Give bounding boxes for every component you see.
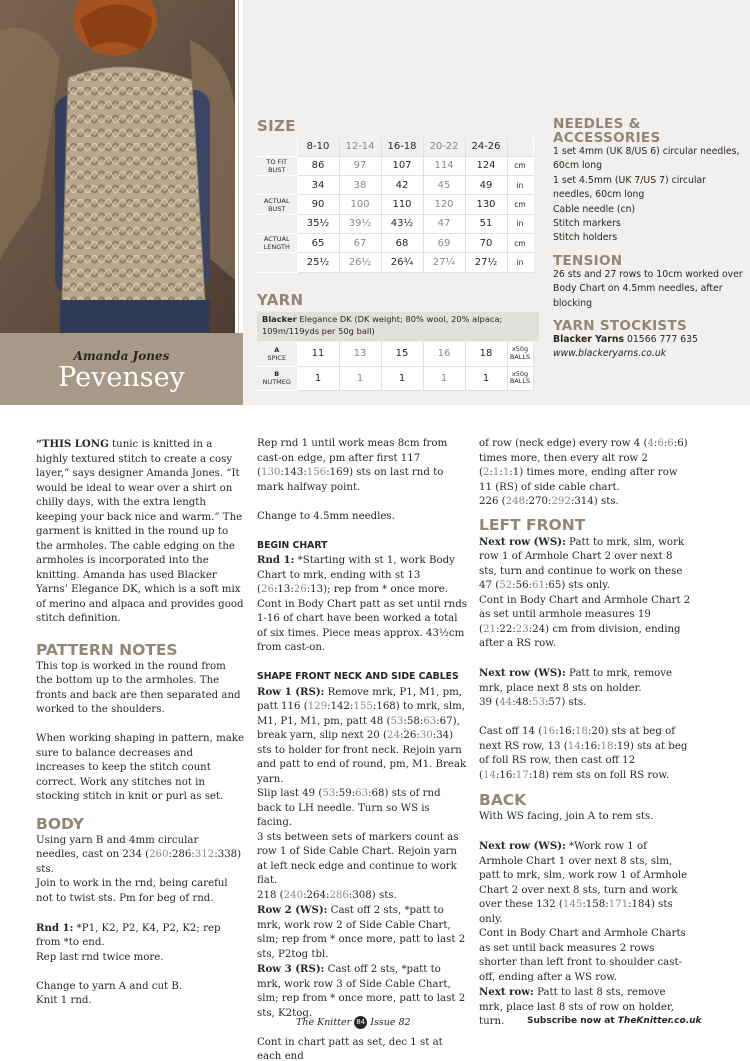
size-figure: 53 — [531, 697, 545, 708]
pattern-title: Pevensey — [58, 362, 185, 393]
size-cell: 65 — [297, 233, 339, 252]
row-label: Next row (WS): — [479, 840, 566, 852]
yarn-cell: 16 — [423, 342, 465, 366]
size-cell: 35½ — [297, 214, 339, 233]
size-cell: 86 — [297, 156, 339, 175]
size-cell: 67 — [339, 233, 381, 252]
size-figure: 17 — [515, 769, 529, 781]
size-figure: 61 — [531, 580, 545, 591]
body-p1b: Join to work in the rnd, being careful not to twist sts. Pm for beg of rnd. — [36, 878, 228, 904]
text: :68) sts of rnd back to LH needle. Turn so WS is facing. — [257, 788, 441, 828]
text: Patt to last 8 sts, remove mrk, place last 8 sts of row on holder, turn. — [479, 987, 674, 1027]
size-unit: in — [507, 253, 533, 272]
needles-item: Stitch markers — [553, 218, 621, 230]
left-front-heading: LEFT FRONT — [479, 515, 586, 534]
body-rnd1b: Rep last rnd twice more. — [36, 951, 164, 963]
size-figure: 248 — [505, 496, 526, 507]
designer-name: Amanda Jones — [73, 349, 170, 363]
needles-item: Stitch holders — [553, 232, 618, 244]
yarn-row — [257, 366, 533, 390]
text: :16: — [580, 740, 601, 752]
size-figure: 52 — [499, 580, 513, 591]
size-figure: 18 — [575, 726, 588, 737]
body-p1 — [36, 834, 244, 878]
size-figure: 129 — [307, 701, 328, 712]
text: Cast off 2 sts, *patt to mrk, work row 3 of Side Cable Chart, slm; rep from * once more, patt to last 2 sts, K2tog. — [257, 964, 466, 1019]
text: :286: — [168, 849, 195, 860]
back-row1 — [479, 839, 691, 927]
shape-s2 — [257, 787, 467, 831]
text: :13); rep from * once more. — [306, 584, 449, 595]
size-row-label: TO FIT BUST — [257, 156, 297, 175]
text: :65) sts only. — [544, 580, 610, 591]
size-cell: 114 — [423, 156, 465, 175]
lf-p5 — [479, 725, 691, 783]
intro-paragraph — [36, 437, 244, 627]
text: :13: — [273, 584, 294, 595]
body-rnd1 — [36, 921, 244, 951]
size-row-label — [257, 176, 297, 195]
row-label: Rnd 1: — [257, 554, 295, 566]
row-label: Rnd 1: — [36, 921, 74, 934]
row-label: Row 1 (RS): — [257, 685, 325, 698]
size-figure: 145 — [562, 899, 583, 910]
lf-p2 — [479, 594, 691, 652]
yarn-cell: 11 — [297, 342, 339, 366]
shape-s4 — [257, 889, 467, 904]
text: Remove mrk, P1, M1, pm, patt 116 ( — [257, 686, 462, 712]
text: :1) times more, ending after row 11 (RS) of side cable chart. — [479, 467, 678, 493]
size-figure: 53 — [322, 788, 336, 799]
yarn-unit: x50g BALLS — [507, 342, 533, 366]
shape-s3: 3 sts between sets of markers count as row 1 of Side Cable Chart. Rejoin yarn at left neck edge and continue to work flat. — [257, 831, 459, 886]
shape-heading: SHAPE FRONT NECK AND SIDE CABLES — [257, 671, 459, 682]
column-1 — [36, 437, 244, 1009]
size-cell: 110 — [381, 195, 423, 214]
size-cell: 90 — [297, 195, 339, 214]
size-cell: 70 — [465, 233, 507, 252]
size-figure: 156 — [306, 467, 327, 478]
size-figure: 240 — [283, 889, 304, 901]
text: :308) sts. — [348, 889, 397, 901]
issue-number: Issue 82 — [370, 1017, 411, 1028]
size-figure: 16 — [542, 726, 556, 737]
text: : — [499, 467, 503, 478]
tension-heading: TENSION — [553, 252, 623, 269]
size-figure: 26 — [260, 584, 274, 595]
size-unit: cm — [507, 233, 533, 252]
size-cell: 49 — [465, 176, 507, 195]
size-cell: 27¼ — [423, 253, 465, 272]
size-cell: 47 — [423, 214, 465, 233]
yarn-cell: 1 — [423, 366, 465, 390]
size-cell: 34 — [297, 176, 339, 195]
text: Patt to mrk, slm, work row 1 of Armhole Chart 2 over next 8 sts, turn and continue to work on these 47 ( — [479, 536, 685, 591]
column-3 — [479, 437, 691, 1030]
shape-row2 — [257, 903, 467, 962]
yarn-description — [257, 312, 539, 341]
text: :184) sts only. — [479, 899, 673, 925]
text: :19) sts at beg of foll RS row, then cast off 12 ( — [479, 740, 688, 781]
size-cell: 27½ — [465, 253, 507, 272]
size-row-label — [257, 214, 297, 233]
size-header-blank — [257, 137, 297, 156]
yarn-brand: Blacker — [262, 314, 297, 324]
size-figure: 18 — [600, 740, 614, 752]
size-cell: 38 — [339, 176, 381, 195]
size-col: 8-10 — [297, 137, 339, 156]
text: 39 ( — [479, 697, 500, 708]
text: :168) to mrk, slm, M1, P1, M1, pm, patt 48 ( — [257, 701, 466, 727]
intro-lead: “THIS LONG — [36, 438, 109, 450]
size-figure: 26 — [293, 584, 307, 595]
size-figure: 24 — [387, 730, 400, 741]
size-figure: 63 — [423, 715, 437, 727]
text: :18) rem sts on foll RS row. — [528, 769, 670, 781]
size-figure: 6 — [667, 438, 674, 449]
body-heading: BODY — [36, 814, 84, 833]
size-cell: 45 — [423, 176, 465, 195]
size-cell: 120 — [423, 195, 465, 214]
size-unit: cm — [507, 195, 533, 214]
model-photo-illustration — [0, 0, 235, 333]
body-p3: Change to yarn A and cut B. — [36, 980, 183, 992]
text: Using yarn B and 4mm circular needles, cast on 234 ( — [36, 834, 199, 860]
back-p3: Cont in Body Chart and Armhole Charts as set until back measures 2 rows shorter than left front to shoulder cast-off, ending after a WS row. — [479, 928, 686, 983]
text: :67), break yarn, slip next 20 ( — [257, 715, 460, 741]
yarn-row — [257, 342, 533, 366]
stockist-url[interactable]: www.blackeryarns.co.uk — [553, 348, 667, 360]
size-figure: 260 — [149, 849, 169, 860]
size-figure: 171 — [608, 899, 629, 910]
lf-p4 — [479, 696, 691, 711]
size-row-label — [257, 253, 297, 272]
page-number: 84 — [354, 1016, 367, 1029]
size-unit: in — [507, 214, 533, 233]
text: :264: — [303, 889, 330, 901]
size-row — [257, 233, 533, 252]
yarn-cell: 1 — [465, 366, 507, 390]
needles-item: Cable needle (cn) — [553, 203, 636, 215]
yarn-table — [257, 342, 534, 391]
yarn-shade: NUTMEG — [262, 378, 291, 386]
size-figure: 63 — [355, 788, 369, 799]
magazine-name: The Knitter — [296, 1017, 352, 1028]
size-col: 20-22 — [423, 137, 465, 156]
size-cell: 69 — [423, 233, 465, 252]
text: :56: — [512, 580, 532, 591]
size-cell: 130 — [465, 195, 507, 214]
yarn-cell: 18 — [465, 342, 507, 366]
text: of row (neck edge) every row 4 ( — [479, 438, 648, 449]
size-cell: 39½ — [339, 214, 381, 233]
yarn-cell: 1 — [297, 366, 339, 390]
size-row-label: ACTUAL LENGTH — [257, 233, 297, 252]
col3-p1 — [479, 437, 691, 495]
row-label: Next row (WS): — [479, 535, 566, 548]
text: 226 ( — [479, 496, 506, 507]
size-cell: 68 — [381, 233, 423, 252]
pattern-notes-p1: This top is worked in the round from the bottom up to the armholes. The fronts and back are then separated and worked to the shoulders. — [36, 660, 241, 715]
body-p3b: Knit 1 rnd. — [36, 995, 92, 1006]
text: :58: — [403, 715, 424, 727]
stockist-line — [553, 333, 743, 347]
size-figure: 6 — [657, 438, 664, 449]
text: *Starting with st 1, work Body Chart to mrk, ending with st 13 ( — [257, 555, 455, 595]
footer-issue — [296, 1016, 411, 1029]
size-cell: 26½ — [339, 253, 381, 272]
text: Cont in Body Chart and Armhole Chart 2 as set until armhole measures 19 ( — [479, 594, 691, 635]
size-figure: 14 — [567, 740, 581, 752]
size-figure: 292 — [551, 496, 571, 507]
yarn-cell: 1 — [339, 366, 381, 390]
row-label: Next row: — [479, 986, 534, 998]
col3-p2 — [479, 495, 691, 510]
yarn-desc-text: Elegance DK (DK weight; 80% wool, 20% alpaca; 109m/119yds per 50g ball) — [262, 314, 503, 336]
size-cell: 43½ — [381, 214, 423, 233]
size-header-blank — [507, 137, 533, 156]
size-cell: 26¾ — [381, 253, 423, 272]
size-cell: 107 — [381, 156, 423, 175]
size-figure: 4 — [647, 438, 654, 449]
size-row — [257, 253, 533, 272]
pattern-notes-p2: When working shaping in pattern, make sure to balance decreases and increases to keep the stitch count correct. Work any stitches not in stocking stitch in knit or purl as set. — [36, 733, 245, 802]
size-row — [257, 214, 533, 233]
size-col: 12-14 — [339, 137, 381, 156]
column-2 — [257, 437, 467, 1061]
size-figure: 23 — [515, 623, 529, 635]
col2-p2: Change to 4.5mm needles. — [257, 510, 395, 522]
text: Rep rnd 1 until work meas 8cm from cast-on edge, pm after first 117 ( — [257, 438, 448, 478]
row-label: Row 3 (RS): — [257, 963, 325, 975]
text: *Work row 1 of Armhole Chart 1 over next 8 sts, slm, patt to mrk, slm, work row 1 of Armhole Chart 2 over next 8 sts, turn and work over these 132 ( — [479, 841, 688, 910]
subscribe-link[interactable]: TheKnitter.co.uk — [617, 1016, 702, 1026]
yarn-letter: A — [274, 345, 280, 354]
text: : — [663, 438, 668, 449]
size-figure: 14 — [482, 769, 496, 781]
yarn-unit: x50g BALLS — [507, 366, 533, 390]
yarn-label — [257, 342, 297, 366]
text: Patt to mrk, remove mrk, place next 8 sts on holder. — [479, 668, 673, 694]
text: :314) sts. — [570, 496, 619, 507]
size-figure: 30 — [419, 730, 433, 741]
size-col: 16-18 — [381, 137, 423, 156]
size-cell: 124 — [465, 156, 507, 175]
pattern-notes-heading: PATTERN NOTES — [36, 640, 178, 659]
text: :48: — [512, 697, 532, 708]
lf-row3 — [479, 666, 691, 696]
yarn-cell: 13 — [339, 342, 381, 366]
lf-row1 — [479, 535, 691, 594]
text: :142: — [327, 701, 354, 712]
size-figure: 1 — [492, 467, 500, 478]
text: :22: — [495, 623, 516, 635]
stockists-heading: YARN STOCKISTS — [553, 318, 687, 335]
text: :16: — [495, 769, 516, 781]
size-cell: 97 — [339, 156, 381, 175]
footer-subscribe — [527, 1016, 702, 1026]
begin-rnd1 — [257, 553, 467, 598]
text: : — [489, 467, 493, 478]
begin-chart-heading: BEGIN CHART — [257, 539, 328, 551]
text: :270: — [525, 496, 552, 507]
back-p1: With WS facing, join A to rem sts. — [479, 811, 654, 822]
size-cell: 100 — [339, 195, 381, 214]
size-figure: 21 — [482, 623, 496, 635]
text: :169) sts on last rnd to mark halfway point. — [257, 467, 444, 493]
text: :57) sts. — [544, 697, 587, 708]
size-figure: 155 — [353, 701, 373, 712]
text: :16: — [555, 726, 576, 737]
yarn-letter: B — [274, 370, 280, 378]
intro-text: tunic is knitted in a highly textured stitch to create a cosy layer,” says designer Amanda Jones. “It would be ideal to wear over a shirt on chilly days, with the extra length keeping your back nice and warm.” The garment is knitted in the round up to the armholes. The cable edging on the armholes is incorporated into the knitting. Amanda has used Blacker Yarns’ Elegance DK, which is a soft mix of merino and alpaca and provides good stitch definition. — [36, 439, 244, 624]
text: :20) sts at beg of next RS row, 13 ( — [479, 726, 676, 752]
size-figure: 286 — [329, 889, 349, 901]
needles-item: 1 set 4mm (UK 8/US 6) circular needles, 60cm long — [553, 146, 740, 172]
size-figure: 1 — [502, 467, 510, 478]
text: :338) sts. — [36, 849, 242, 875]
row-label: Next row (WS): — [479, 667, 566, 679]
needles-item: 1 set 4.5mm (UK 7/US 7) circular needles, 60cm long — [553, 174, 706, 201]
yarn-heading: YARN — [257, 291, 304, 309]
size-row — [257, 176, 533, 195]
text: *P1, K2, P2, K4, P2, K2; rep from *to end. — [36, 922, 221, 948]
text: 218 ( — [257, 889, 284, 901]
text: :34) sts to holder for front neck. Rejoin yarn and patt to end of round, pm, M1. Break yarn. — [257, 730, 467, 785]
text: :6) times more, then every alt row 2 ( — [479, 438, 688, 478]
shape-row1 — [257, 685, 467, 788]
size-cell: 51 — [465, 214, 507, 233]
size-figure: 53 — [390, 715, 404, 727]
text: Cast off 2 sts, *patt to mrk, work row 2 of Side Cable Chart, slm; rep from * once more, patt to last 2 sts, P2tog tbl. — [257, 905, 466, 960]
size-figure: 130 — [260, 467, 281, 478]
back-heading: BACK — [479, 791, 527, 809]
yarn-cell: 15 — [381, 342, 423, 366]
text: Cast off 14 ( — [479, 726, 543, 737]
size-col: 24-26 — [465, 137, 507, 156]
text: :143: — [280, 467, 307, 478]
yarn-cell: 1 — [381, 366, 423, 390]
text: :26: — [399, 730, 420, 741]
size-row — [257, 195, 533, 214]
size-figure: 312 — [194, 849, 215, 860]
stockist-phone: 01566 777 635 — [624, 334, 698, 346]
size-row-label: ACTUAL BUST — [257, 195, 297, 214]
col2-last: Cont in chart patt as set, dec 1 st at each end — [257, 1036, 443, 1061]
yarn-shade: SPICE — [267, 353, 287, 362]
size-row — [257, 156, 533, 175]
size-heading: SIZE — [257, 117, 296, 135]
tension-text: 26 sts and 27 rows to 10cm worked over Body Chart on 4.5mm needles, after blocking — [553, 268, 743, 309]
size-unit: cm — [507, 156, 533, 175]
text: :158: — [582, 899, 609, 910]
subscribe-text: Subscribe now at — [527, 1016, 618, 1026]
col2-p1 — [257, 437, 467, 495]
size-cell: 42 — [381, 176, 423, 195]
text: :59: — [335, 788, 356, 799]
shape-row3 — [257, 962, 467, 1021]
size-figure: 44 — [499, 697, 513, 708]
text: :24) cm from division, ending after a RS row. — [479, 623, 681, 649]
text: Slip last 49 ( — [257, 788, 323, 799]
materials-column — [553, 117, 743, 362]
stockist-name: Blacker Yarns — [553, 334, 625, 346]
size-unit: in — [507, 176, 533, 195]
model-photo — [0, 0, 235, 333]
needles-heading: NEEDLES & ACCESSORIES — [553, 116, 661, 146]
begin-p2: Cont in Body Chart patt as set until rnds 1-16 of chart have been worked a total of six times. Piece meas approx. 43½cm from cast-on. — [257, 598, 467, 653]
yarn-label — [257, 366, 297, 390]
size-cell: 25½ — [297, 253, 339, 272]
size-figure: 2 — [482, 467, 490, 478]
row-label: Row 2 (WS): — [257, 904, 328, 916]
text: : — [653, 438, 658, 449]
size-table — [257, 137, 534, 273]
